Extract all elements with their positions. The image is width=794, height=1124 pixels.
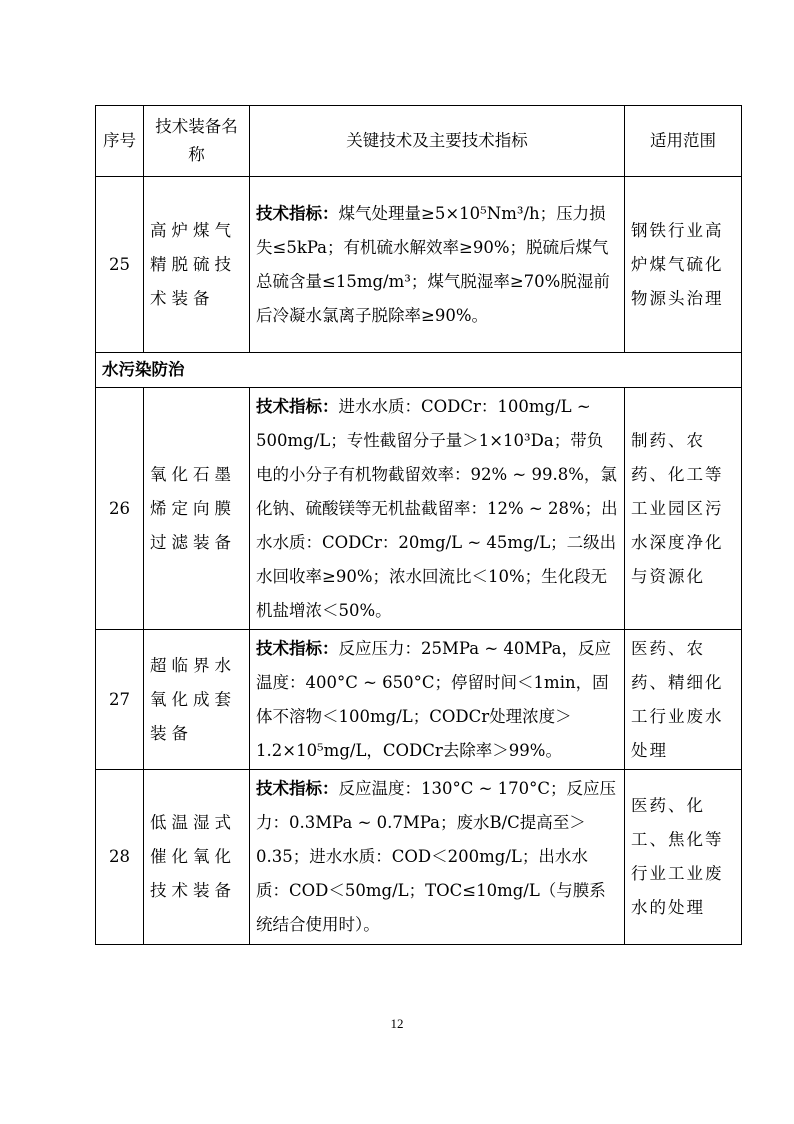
header-scope: 适用范围 bbox=[625, 106, 742, 177]
row-no: 26 bbox=[96, 388, 144, 630]
table-row-26 bbox=[96, 388, 742, 630]
spec-text: 煤气处理量≥5×10⁵Nm³/h；压力损失≤5kPa；有机硫水解效率≥90%；脱硫后煤气总硫含量≤15mg/m³；煤气脱湿率≥70%脱湿前后冷凝水氯离子脱除率≥90%。 bbox=[256, 203, 610, 325]
spec-text: 进水水质：CODCr：100mg/L ~ 500mg/L；专性截留分子量＞1×10³Da；带负电的小分子有机物截留效率：92% ~ 99.8%，氯化钠、硫酸镁等无机盐截留率：12% ~ 28%；出水水质：CODCr：20mg/L ~ 45mg/L；二级出水回收率≥90%；浓水回流比＜10%；生化段无机盐增浓＜50%。 bbox=[256, 396, 618, 620]
spec-text: 反应压力：25MPa ~ 40MPa，反应温度：400°C ~ 650°C；停留时间＜1min，固体不溶物＜100mg/L；CODCr处理浓度＞1.2×10⁵mg/L，CODCr去除率＞99%。 bbox=[256, 638, 611, 760]
spec-label: 技术指标： bbox=[256, 638, 339, 658]
section-title: 水污染防治 bbox=[96, 353, 742, 388]
row-scope: 制药、农药、化工等工业园区污水深度净化与资源化 bbox=[625, 388, 742, 630]
page-number: 12 bbox=[390, 1016, 404, 1031]
table-row-28 bbox=[96, 770, 742, 945]
spec-text: 反应温度：130°C ~ 170°C；反应压力：0.3MPa ~ 0.7MPa；废水B/C提高至＞0.35；进水水质：COD＜200mg/L；出水水质：COD＜50mg/L；TOC≤10mg/L（与膜系统结合使用时）。 bbox=[256, 779, 617, 934]
row-no: 25 bbox=[96, 177, 144, 353]
header-no: 序号 bbox=[96, 106, 144, 177]
header-name: 技术装备名称 bbox=[144, 106, 250, 177]
row-scope: 医药、化工、焦化等行业工业废水的处理 bbox=[625, 770, 742, 945]
row-name: 高炉煤气精脱硫技术装备 bbox=[144, 177, 250, 353]
row-name: 低温湿式催化氧化技术装备 bbox=[144, 770, 250, 945]
table-row-25 bbox=[96, 177, 742, 353]
row-spec bbox=[250, 177, 625, 353]
row-spec bbox=[250, 630, 625, 770]
row-no: 28 bbox=[96, 770, 144, 945]
row-scope: 钢铁行业高炉煤气硫化物源头治理 bbox=[625, 177, 742, 353]
spec-label: 技术指标： bbox=[256, 779, 339, 798]
header-row bbox=[96, 106, 742, 177]
row-spec bbox=[250, 388, 625, 630]
header-spec: 关键技术及主要技术指标 bbox=[250, 106, 625, 177]
spec-label: 技术指标： bbox=[256, 396, 339, 416]
section-row bbox=[96, 353, 742, 388]
row-scope: 医药、农药、精细化工行业废水处理 bbox=[625, 630, 742, 770]
row-name: 超临界水氧化成套装备 bbox=[144, 630, 250, 770]
spec-label: 技术指标： bbox=[256, 203, 339, 223]
table-row-27 bbox=[96, 630, 742, 770]
row-no: 27 bbox=[96, 630, 144, 770]
row-spec bbox=[250, 770, 625, 945]
equipment-table bbox=[95, 105, 742, 945]
row-name: 氧化石墨烯定向膜过滤装备 bbox=[144, 388, 250, 630]
